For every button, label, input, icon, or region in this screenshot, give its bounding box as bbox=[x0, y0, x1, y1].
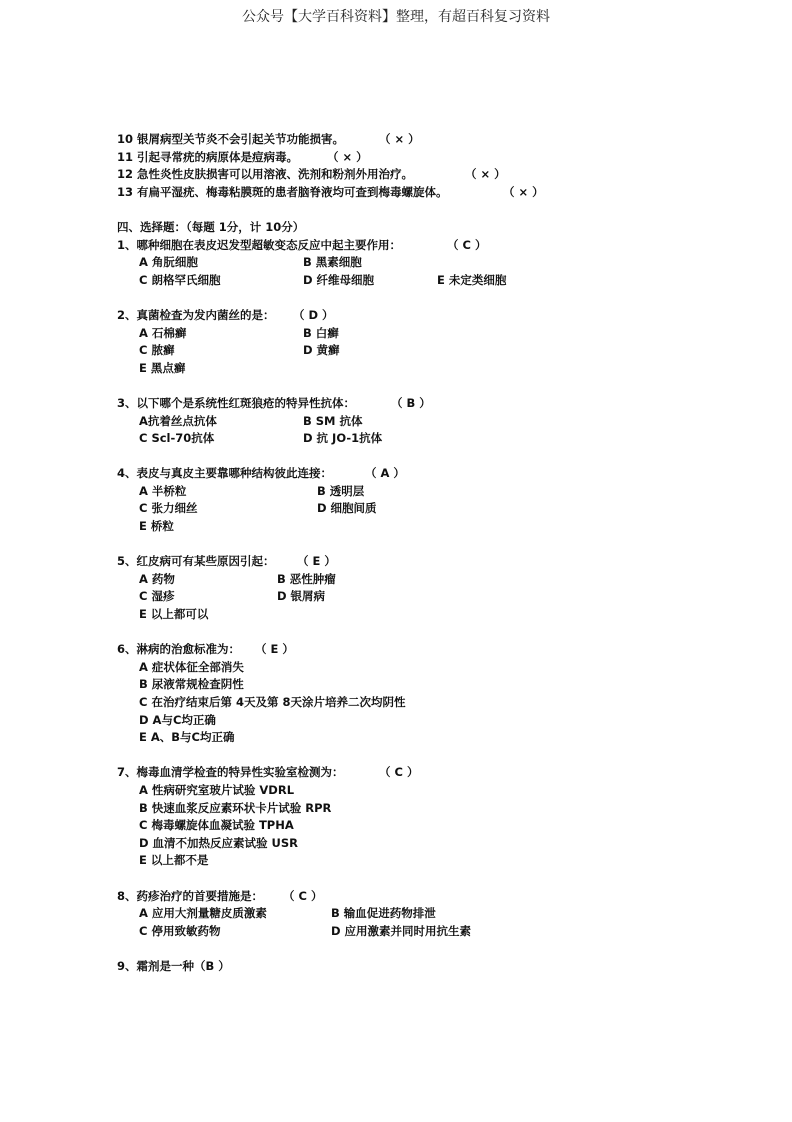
question-1-options-row bbox=[117, 272, 757, 290]
question-8-options-row bbox=[117, 905, 757, 923]
document-body bbox=[117, 131, 757, 976]
option-d: D 抗 JO-1抗体 bbox=[303, 431, 383, 446]
option-e: E 桥粒 bbox=[139, 519, 174, 534]
tf-item-11 bbox=[117, 149, 757, 167]
option-b: B 输血促进药物排泄 bbox=[331, 906, 436, 921]
tf-item-answer: （ × ） bbox=[379, 132, 420, 146]
question-2-options-row bbox=[117, 360, 757, 378]
option-c: C 停用致敏药物 bbox=[139, 923, 221, 938]
question-8-stem bbox=[117, 888, 757, 906]
option-a: A 应用大剂量糖皮质激素 bbox=[139, 906, 267, 921]
question-answer: （ A ） bbox=[365, 466, 405, 481]
question-5-options-row bbox=[117, 606, 757, 624]
question-4-stem bbox=[117, 465, 757, 483]
question-stem: 2、真菌检查为发内菌丝的是： bbox=[117, 307, 275, 322]
option-a: A 药物 bbox=[139, 571, 175, 586]
option-c: C 朗格罕氏细胞 bbox=[139, 272, 221, 287]
option-b: B 黑素细胞 bbox=[303, 255, 362, 270]
option-d: D 银屑病 bbox=[277, 589, 326, 604]
option-d: D 黄癣 bbox=[303, 343, 340, 358]
tf-item-12 bbox=[117, 166, 757, 184]
option-d: D A与C均正确 bbox=[139, 712, 216, 727]
question-5-stem bbox=[117, 553, 757, 571]
question-7-option bbox=[117, 817, 757, 835]
question-6-option bbox=[117, 712, 757, 730]
question-5-options-row bbox=[117, 588, 757, 606]
question-answer: （ C ） bbox=[379, 765, 419, 780]
question-2-options-row bbox=[117, 325, 757, 343]
option-b: B 尿液常规检查阴性 bbox=[139, 677, 244, 692]
question-answer: （ E ） bbox=[297, 554, 336, 569]
option-c: C 脓癣 bbox=[139, 343, 175, 358]
question-6-option bbox=[117, 659, 757, 677]
option-b: B 透明层 bbox=[317, 483, 365, 498]
question-5-options-row bbox=[117, 571, 757, 589]
option-d: D 纤维母细胞 bbox=[303, 272, 375, 287]
question-stem: 1、哪种细胞在表皮迟发型超敏变态反应中起主要作用： bbox=[117, 237, 401, 252]
question-stem: 8、药疹治疗的首要措施是： bbox=[117, 888, 264, 903]
question-answer: （ D ） bbox=[293, 307, 334, 322]
question-answer: （ E ） bbox=[255, 642, 294, 657]
option-c: C 张力细丝 bbox=[139, 501, 198, 516]
option-b: B SM 抗体 bbox=[303, 413, 363, 428]
question-6-stem bbox=[117, 641, 757, 659]
option-e: E 以上都可以 bbox=[139, 607, 209, 622]
option-e: E 未定类细胞 bbox=[437, 272, 507, 287]
question-stem: 3、以下哪个是系统性红斑狼疮的特异性抗体： bbox=[117, 395, 355, 410]
option-e: E 以上都不是 bbox=[139, 853, 209, 868]
question-6-option bbox=[117, 676, 757, 694]
question-4-options-row bbox=[117, 500, 757, 518]
option-b: B 恶性肿瘤 bbox=[277, 571, 336, 586]
question-3-options-row bbox=[117, 413, 757, 431]
question-7-option bbox=[117, 835, 757, 853]
question-stem: 7、梅毒血清学检查的特异性实验室检测为： bbox=[117, 765, 344, 780]
question-stem: 9、霜剂是一种（ bbox=[117, 958, 206, 973]
option-a: A 性病研究室玻片试验 VDRL bbox=[139, 782, 295, 797]
tf-item-10 bbox=[117, 131, 757, 149]
question-answer: （ C ） bbox=[283, 888, 323, 903]
tf-item-13 bbox=[117, 184, 757, 202]
section-title: 四、选择题：（每题 1分，计 10分） bbox=[117, 219, 305, 234]
option-b: B 快速血浆反应素环状卡片试验 RPR bbox=[139, 800, 332, 815]
question-7-option bbox=[117, 852, 757, 870]
question-answer: B ） bbox=[205, 958, 230, 973]
question-1-options-row bbox=[117, 254, 757, 272]
question-9-stem bbox=[117, 958, 757, 976]
tf-item-text: 12 急性炎性皮肤损害可以用溶液、洗剂和粉剂外用治疗。 bbox=[117, 167, 414, 182]
page-header: 公众号【大学百科资料】整理，有超百科复习资料 bbox=[242, 9, 550, 25]
question-7-option bbox=[117, 782, 757, 800]
question-stem: 6、淋病的治愈标准为： bbox=[117, 642, 241, 657]
question-7-option bbox=[117, 800, 757, 818]
question-answer: （ C ） bbox=[447, 237, 487, 252]
question-4-options-row bbox=[117, 483, 757, 501]
option-d: D 应用激素并同时用抗生素 bbox=[331, 923, 472, 938]
tf-item-text: 11 引起寻常疣的病原体是痘病毒。 bbox=[117, 149, 299, 164]
tf-item-text: 13 有扁平湿疣、梅毒粘膜斑的患者脑脊液均可查到梅毒螺旋体。 bbox=[117, 184, 448, 199]
question-6-option bbox=[117, 729, 757, 747]
tf-item-answer: （ × ） bbox=[465, 167, 506, 182]
option-a: A抗着丝点抗体 bbox=[139, 413, 217, 428]
question-3-options-row bbox=[117, 430, 757, 448]
question-stem: 4、表皮与真皮主要靠哪种结构彼此连接： bbox=[117, 466, 332, 481]
option-c: C Scl-70抗体 bbox=[139, 431, 215, 446]
question-stem: 5、红皮病可有某些原因引起： bbox=[117, 554, 275, 569]
question-2-options-row bbox=[117, 342, 757, 360]
tf-item-answer: （ × ） bbox=[327, 149, 368, 164]
question-4-options-row bbox=[117, 518, 757, 536]
question-7-stem bbox=[117, 764, 757, 782]
option-b: B 白癣 bbox=[303, 325, 339, 340]
option-a: A 角朊细胞 bbox=[139, 255, 198, 270]
option-d: D 细胞间质 bbox=[317, 501, 377, 516]
question-2-stem bbox=[117, 307, 757, 325]
option-c: C 梅毒螺旋体血凝试验 TPHA bbox=[139, 818, 294, 833]
option-d: D 血清不加热反应素试验 USR bbox=[139, 835, 299, 850]
question-8-options-row bbox=[117, 923, 757, 941]
question-answer: （ B ） bbox=[391, 395, 431, 410]
option-a: A 症状体征全部消失 bbox=[139, 659, 244, 674]
option-a: A 半桥粒 bbox=[139, 483, 187, 498]
question-6-option bbox=[117, 694, 757, 712]
tf-item-text: 10 银屑病型关节炎不会引起关节功能损害。 bbox=[117, 132, 345, 146]
option-c: C 湿疹 bbox=[139, 589, 175, 604]
option-e: E 黑点癣 bbox=[139, 360, 186, 375]
question-1-stem bbox=[117, 237, 757, 255]
question-3-stem bbox=[117, 395, 757, 413]
option-c: C 在治疗结束后第 4天及第 8天涂片培养二次均阴性 bbox=[139, 695, 406, 709]
option-a: A 石棉癣 bbox=[139, 325, 187, 340]
tf-item-answer: （ × ） bbox=[503, 184, 544, 199]
option-e: E A、B与C均正确 bbox=[139, 730, 235, 745]
